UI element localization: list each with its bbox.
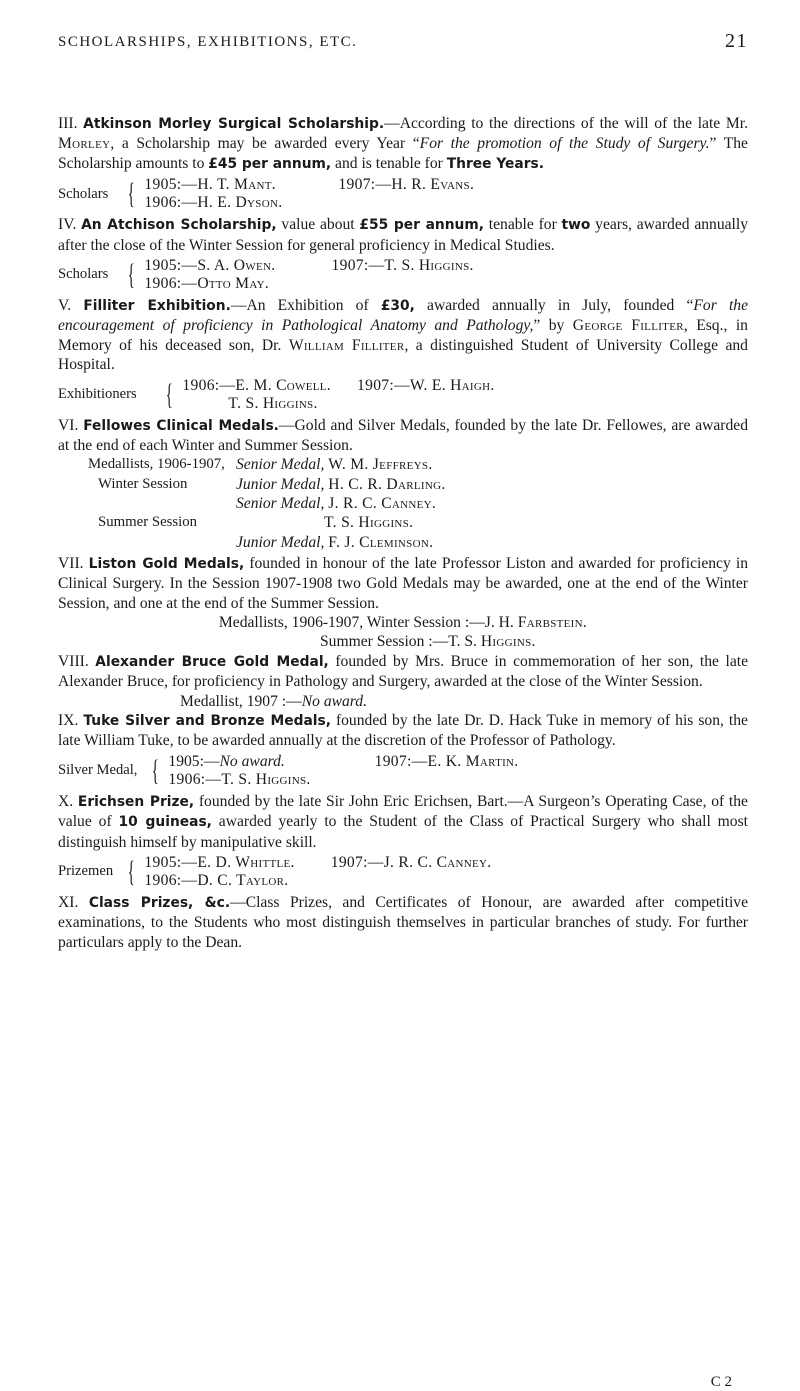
recipient-entry: 1907:—W. E. Haigh. xyxy=(357,376,495,394)
medallist-text: Medallists, 1906-1907, Winter Session :—J. H. xyxy=(218,613,518,631)
recipient-entry: T. S. Higgins. xyxy=(324,514,414,532)
section-numeral: V. xyxy=(58,297,72,315)
award-duration: Three Years. xyxy=(446,155,544,172)
medal-type: Senior Medal, xyxy=(236,495,325,513)
section-text: , a Scholarship may be awarded every Year “ xyxy=(110,135,420,153)
section-atkinson-morley xyxy=(58,114,748,174)
recipient-entry: 1907:—T. S. Higgins. xyxy=(331,257,474,275)
section-erichsen xyxy=(58,792,748,852)
person-name: William Filliter xyxy=(288,336,405,354)
session-label: Winter Session xyxy=(98,475,188,492)
section-numeral: VII. xyxy=(58,554,84,572)
section-text: —An Exhibition of xyxy=(230,297,381,315)
medal-type: Junior Medal, xyxy=(236,475,325,493)
award-duration: two xyxy=(561,217,591,234)
section-text: awarded annually in July, founded “ xyxy=(414,297,694,315)
recipient-entry: 1905:—E. D. Whittle. xyxy=(144,853,295,871)
recipients-label: Exhibitioners xyxy=(58,385,137,402)
recipient-entry: J. R. C. Canney. xyxy=(328,495,437,513)
recipient-entry: 1906:—Otto May. xyxy=(144,275,270,293)
brace-glyph: { xyxy=(151,753,159,787)
recipient-entry: 1907:—E. K. Martin. xyxy=(374,752,519,770)
section-heading: An Atchison Scholarship, xyxy=(81,217,277,234)
recipient-entry: W. M. Jeffreys. xyxy=(328,456,433,474)
section-text: , Esq., in Memory of his deceased son, Dr. xyxy=(58,317,748,354)
section-numeral: IX. xyxy=(58,711,79,729)
section-text: —According to the directions of the will of the late Mr. xyxy=(384,115,748,132)
person-name: Morley xyxy=(58,135,111,153)
recipient-entry: T. S. Higgins. xyxy=(228,394,318,412)
recipients-label: Prizemen xyxy=(58,863,114,880)
medallists-line xyxy=(58,613,748,632)
recipient-entry: 1906:—T. S. Higgins. xyxy=(168,770,311,788)
medallists-line xyxy=(180,692,748,711)
award-amount: £45 per annum, xyxy=(208,155,332,172)
brace-glyph: { xyxy=(127,258,135,292)
medallists-block xyxy=(88,455,748,551)
section-text: founded by Mrs. Bruce in commemoration of her son, the late Alexander Bruce, for proficiency in Pathology and Surgery, awarded at the close of the Winter Session. xyxy=(58,652,748,691)
page-body xyxy=(58,114,748,952)
recipients-list xyxy=(58,854,748,890)
section-text: ” The Scholarship amounts to xyxy=(58,135,748,172)
recipient-year: 1905:— xyxy=(168,752,220,770)
section-tuke xyxy=(58,711,748,751)
brace-glyph: { xyxy=(127,854,135,888)
quoted-purpose: For the encouragement of proficiency in Pathological Anatomy and Pathology, xyxy=(58,297,748,335)
section-class-prizes xyxy=(58,893,748,952)
recipient-entry: 1906:—D. C. Taylor. xyxy=(144,871,289,889)
page-number: 21 xyxy=(725,30,748,52)
section-numeral: IV. xyxy=(58,216,77,234)
no-award-note: No award. xyxy=(301,692,367,710)
section-fellowes xyxy=(58,416,748,456)
recipients-label: Scholars xyxy=(58,185,109,202)
medal-type: Senior Medal, xyxy=(236,456,325,474)
section-filliter xyxy=(58,296,748,375)
recipients-label: Scholars xyxy=(58,266,109,283)
medallists-line xyxy=(320,632,748,651)
section-heading: Class Prizes, &c. xyxy=(88,894,231,911)
section-heading: Erichsen Prize, xyxy=(77,793,195,810)
signature-mark: C 2 xyxy=(710,1374,732,1390)
medallists-label: Medallists, 1906-1907, xyxy=(88,456,225,473)
section-heading: Tuke Silver and Bronze Medals, xyxy=(83,712,331,729)
recipients-label: Silver Medal, xyxy=(58,762,138,779)
medallist-text: Medallist, 1907 :— xyxy=(180,692,302,710)
section-numeral: VIII. xyxy=(58,652,89,670)
section-numeral: VI. xyxy=(58,416,79,434)
section-numeral: X. xyxy=(58,792,74,810)
medallist-text: Summer Session :—T. S. xyxy=(320,633,481,651)
recipient-entry: 1907:—J. R. C. Canney. xyxy=(330,853,492,871)
no-award-note: No award. xyxy=(219,752,285,770)
award-amount: 10 guineas, xyxy=(118,814,212,831)
section-heading: Alexander Bruce Gold Medal, xyxy=(95,653,329,670)
award-amount: £30, xyxy=(380,298,415,315)
recipient-entry: Farbstein. xyxy=(517,613,588,631)
recipient-entry: Higgins. xyxy=(480,633,536,651)
recipient-entry: 1905:—H. T. Mant. xyxy=(144,176,276,194)
session-label: Summer Session xyxy=(98,514,198,531)
section-heading: Liston Gold Medals, xyxy=(88,555,245,572)
section-text: tenable for xyxy=(484,216,562,234)
section-heading: Fellowes Clinical Medals. xyxy=(83,417,279,434)
medallist-row xyxy=(88,533,748,552)
medallist-row xyxy=(88,455,748,474)
recipients-list xyxy=(58,176,748,212)
section-heading: Atkinson Morley Surgical Scholarship. xyxy=(83,116,385,132)
section-heading: Filliter Exhibition. xyxy=(83,298,231,315)
section-atchison xyxy=(58,215,748,255)
section-text: —Gold and Silver Medals, founded by the late Dr. Fellowes, are awarded at the end of each Winter and Summer Session. xyxy=(58,416,749,455)
medallist-row xyxy=(88,494,748,513)
section-text: years, awarded annually after the close of the Winter Session for general proficiency in Medical Studies. xyxy=(58,216,749,254)
recipients-list xyxy=(58,377,748,413)
recipient-entry: F. J. Cleminson. xyxy=(328,533,434,551)
brace-glyph: { xyxy=(165,377,173,411)
recipient-entry: 1905:—S. A. Owen. xyxy=(144,257,276,275)
section-text: value about xyxy=(276,216,360,234)
quoted-purpose: For the promotion of the Study of Surgery. xyxy=(419,135,710,153)
section-numeral: III. xyxy=(58,115,78,132)
section-text: —Class Prizes, and Certificates of Honour, are awarded after competitive examinations, to the Students who most distinguish themselves in particular branches of study. For further particulars apply to the Dean. xyxy=(58,893,748,951)
recipient-entry: H. C. R. Darling. xyxy=(328,475,446,493)
recipient-entry: 1906:—H. E. Dyson. xyxy=(144,194,283,212)
section-text: founded in honour of the late Professor Liston and awarded for proficiency in Clinical Surgery. In the Session 1907-1908 two Gold Medals may be awarded, one at the end of the Winter Session, and one at the end of the Summer Session. xyxy=(58,554,748,612)
section-text: founded by the late Sir John Eric Erichsen, Bart.—A Surgeon’s Operating Case, of the value of xyxy=(58,792,748,831)
medallist-row xyxy=(88,475,748,494)
brace-glyph: { xyxy=(127,177,135,211)
section-text: awarded yearly to the Student of the Class of Practical Surgery who shall most distinguish himself by manipulative skill. xyxy=(58,813,748,851)
section-liston xyxy=(58,554,748,613)
running-title: SCHOLARSHIPS, EXHIBITIONS, ETC. xyxy=(58,34,358,50)
recipients-list xyxy=(58,753,748,789)
recipient-entry: 1906:—E. M. Cowell. xyxy=(182,376,331,394)
section-text: and is tenable for xyxy=(331,154,447,172)
medallist-row xyxy=(88,513,748,532)
section-text: ” by xyxy=(533,317,573,335)
recipients-list xyxy=(58,257,748,293)
award-amount: £55 per annum, xyxy=(359,217,484,234)
recipient-entry: 1907:—H. R. Evans. xyxy=(338,176,475,194)
section-alexander-bruce xyxy=(58,652,748,692)
section-text: , a distinguished Student of University College and Hospital. xyxy=(58,336,748,374)
person-name: George Filliter xyxy=(572,317,684,335)
section-text: founded by the late Dr. D. Hack Tuke in memory of his son, the late William Tuke, to be awarded annually at the discretion of the Professor of Pathology. xyxy=(58,711,748,750)
section-numeral: XI. xyxy=(58,893,79,911)
medal-type: Junior Medal, xyxy=(236,533,325,551)
